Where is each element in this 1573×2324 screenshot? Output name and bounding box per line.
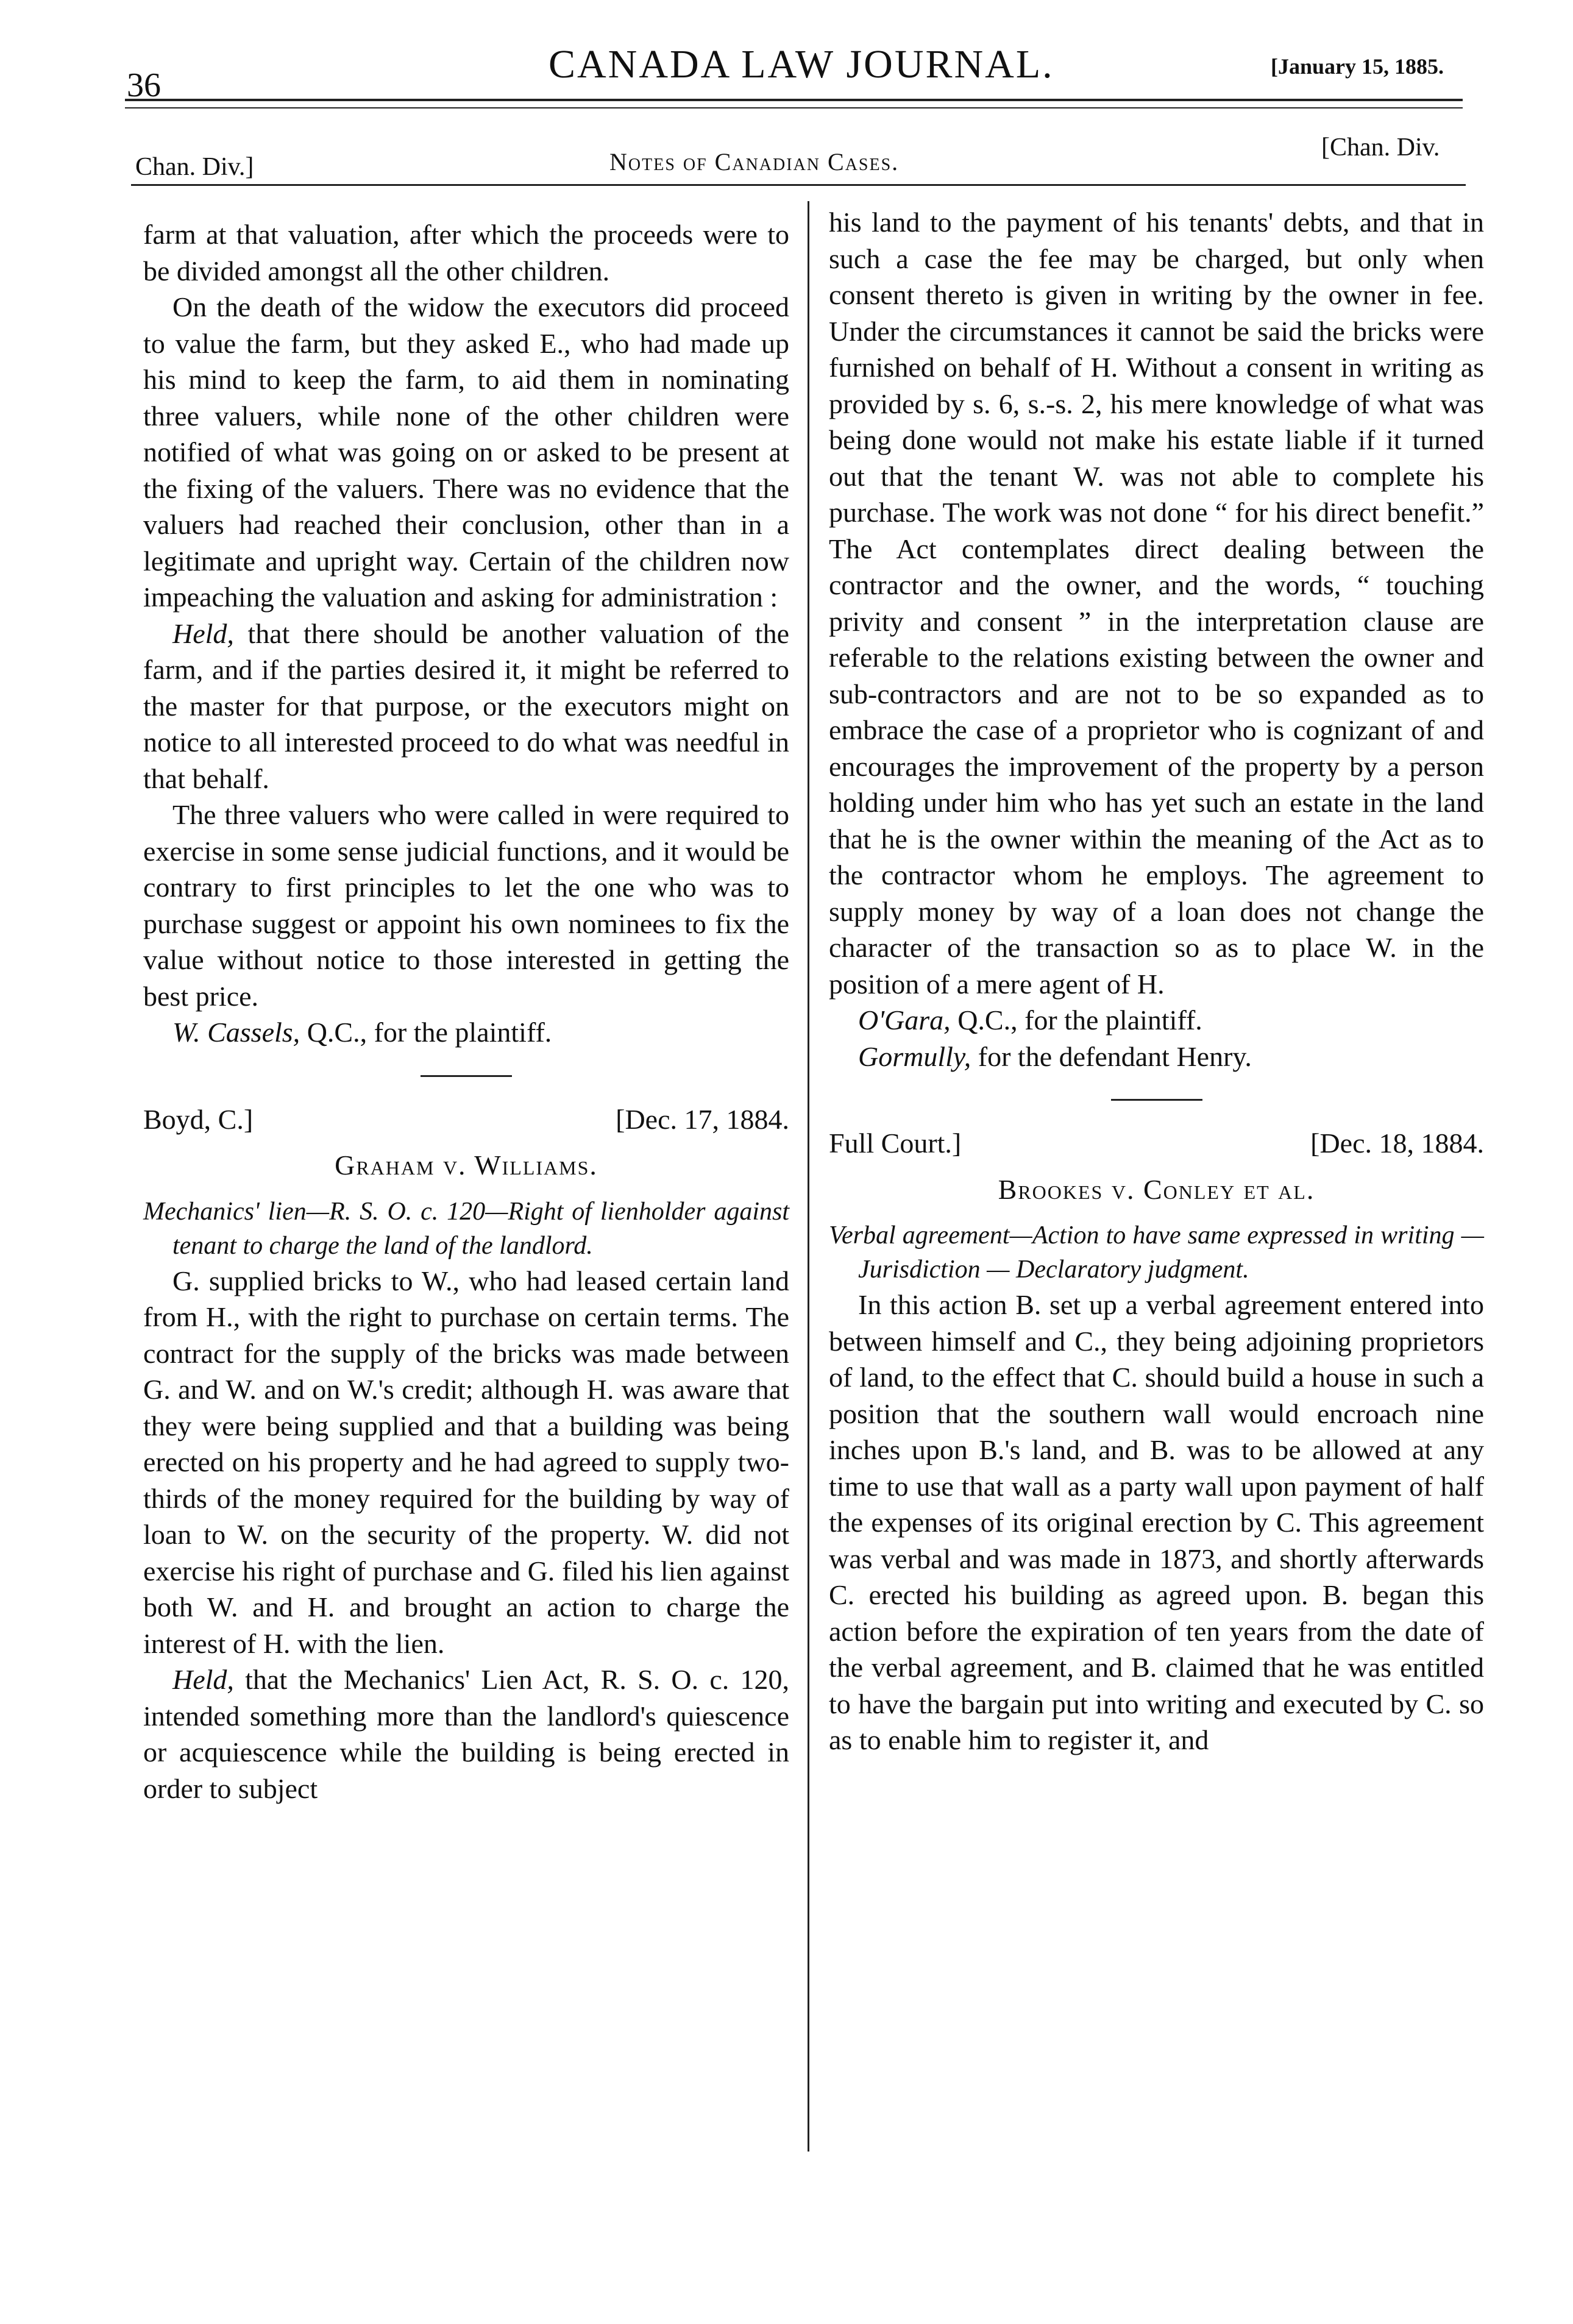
held-label: Held, (172, 1664, 234, 1695)
journal-title: CANADA LAW JOURNAL. (549, 42, 1054, 87)
counsel-line (829, 1039, 1484, 1075)
held-text: that there should be another valuation of the farm, and if the parties desired it, it might be referred to the master for that purpose, or the executors might on notice to all interested proceed to do what was needful in that behalf. (143, 617, 789, 794)
counsel-line (829, 1002, 1484, 1039)
running-head-right: [Chan. Div. (1321, 133, 1440, 162)
paragraph: his land to the payment of his tenants' debts, and that in such a case the fee may be charged, but only when consent thereto is given in writing by the owner in fee. Under the circumstances it cannot be said the bricks were furnished on behalf of H. Without a consent in writing as provided by s. 6, s.-s. 2, his mere knowledge of what was being done would not make his estate liable if it turned out that the tenant W. was not able to complete his purchase. The work was not done “ for his direct benefit.” The Act contemplates direct dealing between the contractor and the owner, and the words, “ touching privity and consent ” in the interpretation clause are referable to the relations existing between the owner and sub-contractors and are not to be so expanded as to embrace the case of a proprietor who is cognizant of and encourages the improvement of the property by a person holding under him who has yet such an estate in the land that he is the owner within the meaning of the Act as to the contractor whom he employs. The agreement to supply money by way of a loan does not change the character of the transaction so as to place W. in the position of a mere agent of H. (829, 207, 1484, 1000)
case-title: Graham v. Williams. (335, 1150, 598, 1181)
issue-date: [January 15, 1885. (1271, 54, 1444, 79)
held-paragraph (143, 1661, 789, 1807)
counsel-text: Q.C., for the plaintiff. (950, 1004, 1202, 1036)
counsel-text: Q.C., for the plaintiff. (300, 1017, 552, 1048)
case-title: Brookes v. Conley et al. (998, 1173, 1315, 1205)
counsel-name: Gormully, (858, 1040, 971, 1072)
left-column (143, 216, 789, 1807)
header-rule-thin (125, 107, 1463, 108)
counsel-name: O'Gara, (858, 1004, 951, 1036)
case-headnote: Mechanics' lien—R. S. O. c. 120—Right of lienholder against tenant to charge the land of the landlord. (143, 1197, 789, 1260)
case-date: [Dec. 17, 1884. (616, 1103, 789, 1135)
paragraph: On the death of the widow the executors did proceed to value the farm, but they asked E., who had made up his mind to keep the farm, to aid them in nominating three valuers, while none of the other children were notified of what was going on or asked to be present at the fixing of the valuers. There was no evidence that the valuers had reached their conclusion, other than in a legitimate and upright way. Certain of the children now impeaching the valuation and asking for administration : (143, 291, 789, 613)
paragraph: G. supplied bricks to W., who had leased certain land from H., with the right to purchase on certain terms. The contract for the supply of the bricks was made between G. and W. and on W.'s credit; although H. was aware that they were being supplied and that a building was being erected on his property and he had agreed to supply two-thirds of the money required for the building by way of loan to W. on the security of the property. W. did not exercise his right of purchase and G. filed his lien against both W. and H. and brought an action to charge the interest of H. with the lien. (143, 1265, 789, 1659)
case-header (829, 1125, 1484, 1162)
running-head-rule (131, 184, 1466, 186)
running-head-left: Chan. Div.] (135, 153, 254, 181)
case-court: Full Court.] (829, 1128, 962, 1159)
counsel-text: for the defendant Henry. (971, 1040, 1252, 1072)
counsel-name: W. Cassels, (172, 1017, 300, 1048)
held-label: Held, (172, 617, 234, 649)
case-date: [Dec. 18, 1884. (1310, 1128, 1484, 1159)
held-text: that the Mechanics' Lien Act, R. S. O. c. 120, intended something more than the landlord's quiescence or acquiescence while the building is being erected in order to subject (143, 1664, 789, 1804)
paragraph: In this action B. set up a verbal agreement entered into between himself and C., they being adjoining proprietors of land, to the effect that C. should build a house in such a position that the southern wall would encroach nine inches upon B.'s land, and B. was to be allowed at any time to use that wall as a party wall upon payment of half the expenses of its original erection by C. This agreement was verbal and was made in 1873, and shortly afterwards C. erected his building as agreed upon. B. began this action before the expiration of ten years from the date of the verbal agreement, and B. claimed that he was entitled to have the bargain put into writing and executed by C. so as to enable him to register it, and (829, 1289, 1484, 1755)
page-number: 36 (127, 66, 161, 104)
case-separator (421, 1075, 512, 1077)
held-paragraph (143, 616, 789, 797)
right-column (829, 204, 1484, 1758)
column-divider (808, 201, 809, 2152)
header-rule-thick (125, 99, 1463, 101)
case-separator (1111, 1099, 1202, 1101)
paragraph: farm at that valuation, after which the proceeds were to be divided amongst all the other children. (143, 219, 789, 286)
case-headnote: Verbal agreement—Action to have same expressed in writing — Jurisdiction — Declaratory judgment. (829, 1221, 1484, 1284)
case-court: Boyd, C.] (143, 1103, 254, 1135)
case-header (143, 1101, 789, 1138)
paragraph: The three valuers who were called in were required to exercise in some sense judicial functions, and it would be contrary to first principles to let the one who was to purchase suggest or appoint his own nominees to fix the value without notice to those interested in getting the best price. (143, 799, 789, 1012)
counsel-line (143, 1014, 789, 1051)
running-head-center: Notes of Canadian Cases. (609, 148, 900, 176)
